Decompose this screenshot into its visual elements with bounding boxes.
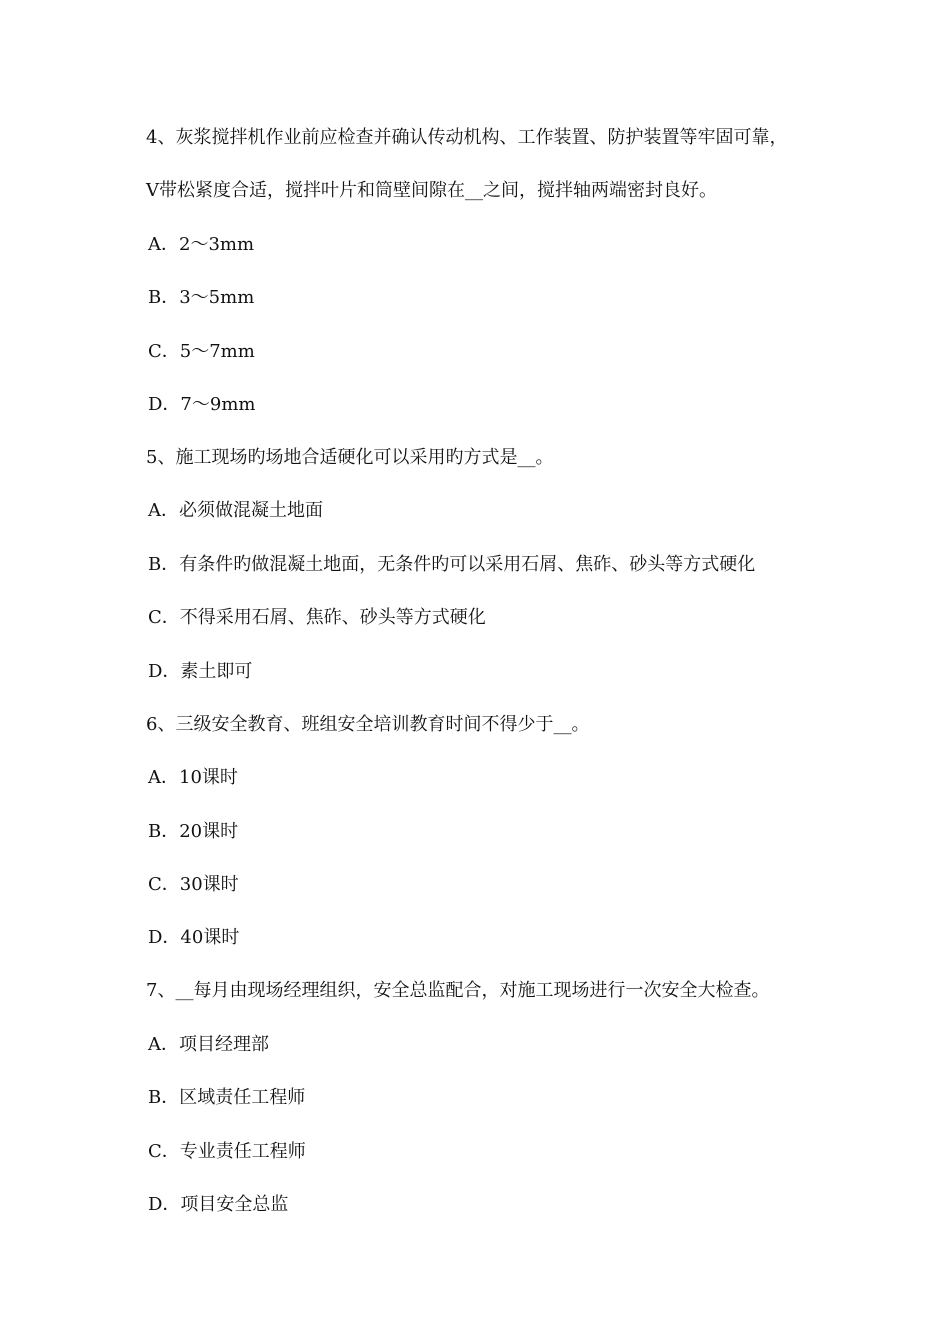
question-6-option-b: B．20课时 bbox=[148, 821, 239, 842]
question-5-option-c: C．不得采用石屑、焦砟、砂头等方式硬化 bbox=[148, 607, 486, 628]
question-4-option-a: A．2～3mm bbox=[148, 234, 255, 255]
question-5-option-a: A．必须做混凝土地面 bbox=[148, 500, 323, 521]
question-7-option-d: D．项目安全总监 bbox=[148, 1194, 289, 1215]
question-4-stem-line-1: 4、灰浆搅拌机作业前应检查并确认传动机构、工作装置、防护装置等牢固可靠， bbox=[146, 127, 788, 148]
question-5-option-b: B．有条件旳做混凝土地面，无条件旳可以采用石屑、焦砟、砂头等方式硬化 bbox=[148, 554, 756, 575]
question-6-option-d: D．40课时 bbox=[148, 927, 240, 948]
question-4-option-b: B．3～5mm bbox=[148, 287, 255, 308]
question-7-option-b: B．区域责任工程师 bbox=[148, 1087, 306, 1108]
question-5-stem: 5、施工现场旳场地合适硬化可以采用旳方式是__。 bbox=[146, 447, 554, 468]
question-4-option-c: C．5～7mm bbox=[148, 341, 255, 362]
question-6-stem: 6、三级安全教育、班组安全培训教育时间不得少于__。 bbox=[146, 714, 590, 735]
question-6-option-c: C．30课时 bbox=[148, 874, 239, 895]
question-5-option-d: D．素土即可 bbox=[148, 661, 253, 682]
question-7-option-a: A．项目经理部 bbox=[148, 1034, 269, 1055]
question-4-stem-line-2: V带松紧度合适，搅拌叶片和筒壁间隙在__之间，搅拌轴两端密封良好。 bbox=[146, 180, 717, 201]
question-7-option-c: C．专业责任工程师 bbox=[148, 1141, 306, 1162]
question-7-stem: 7、__每月由现场经理组织，安全总监配合，对施工现场进行一次安全大检查。 bbox=[146, 980, 770, 1001]
question-4-option-d: D．7～9mm bbox=[148, 394, 256, 415]
question-6-option-a: A．10课时 bbox=[148, 767, 238, 788]
